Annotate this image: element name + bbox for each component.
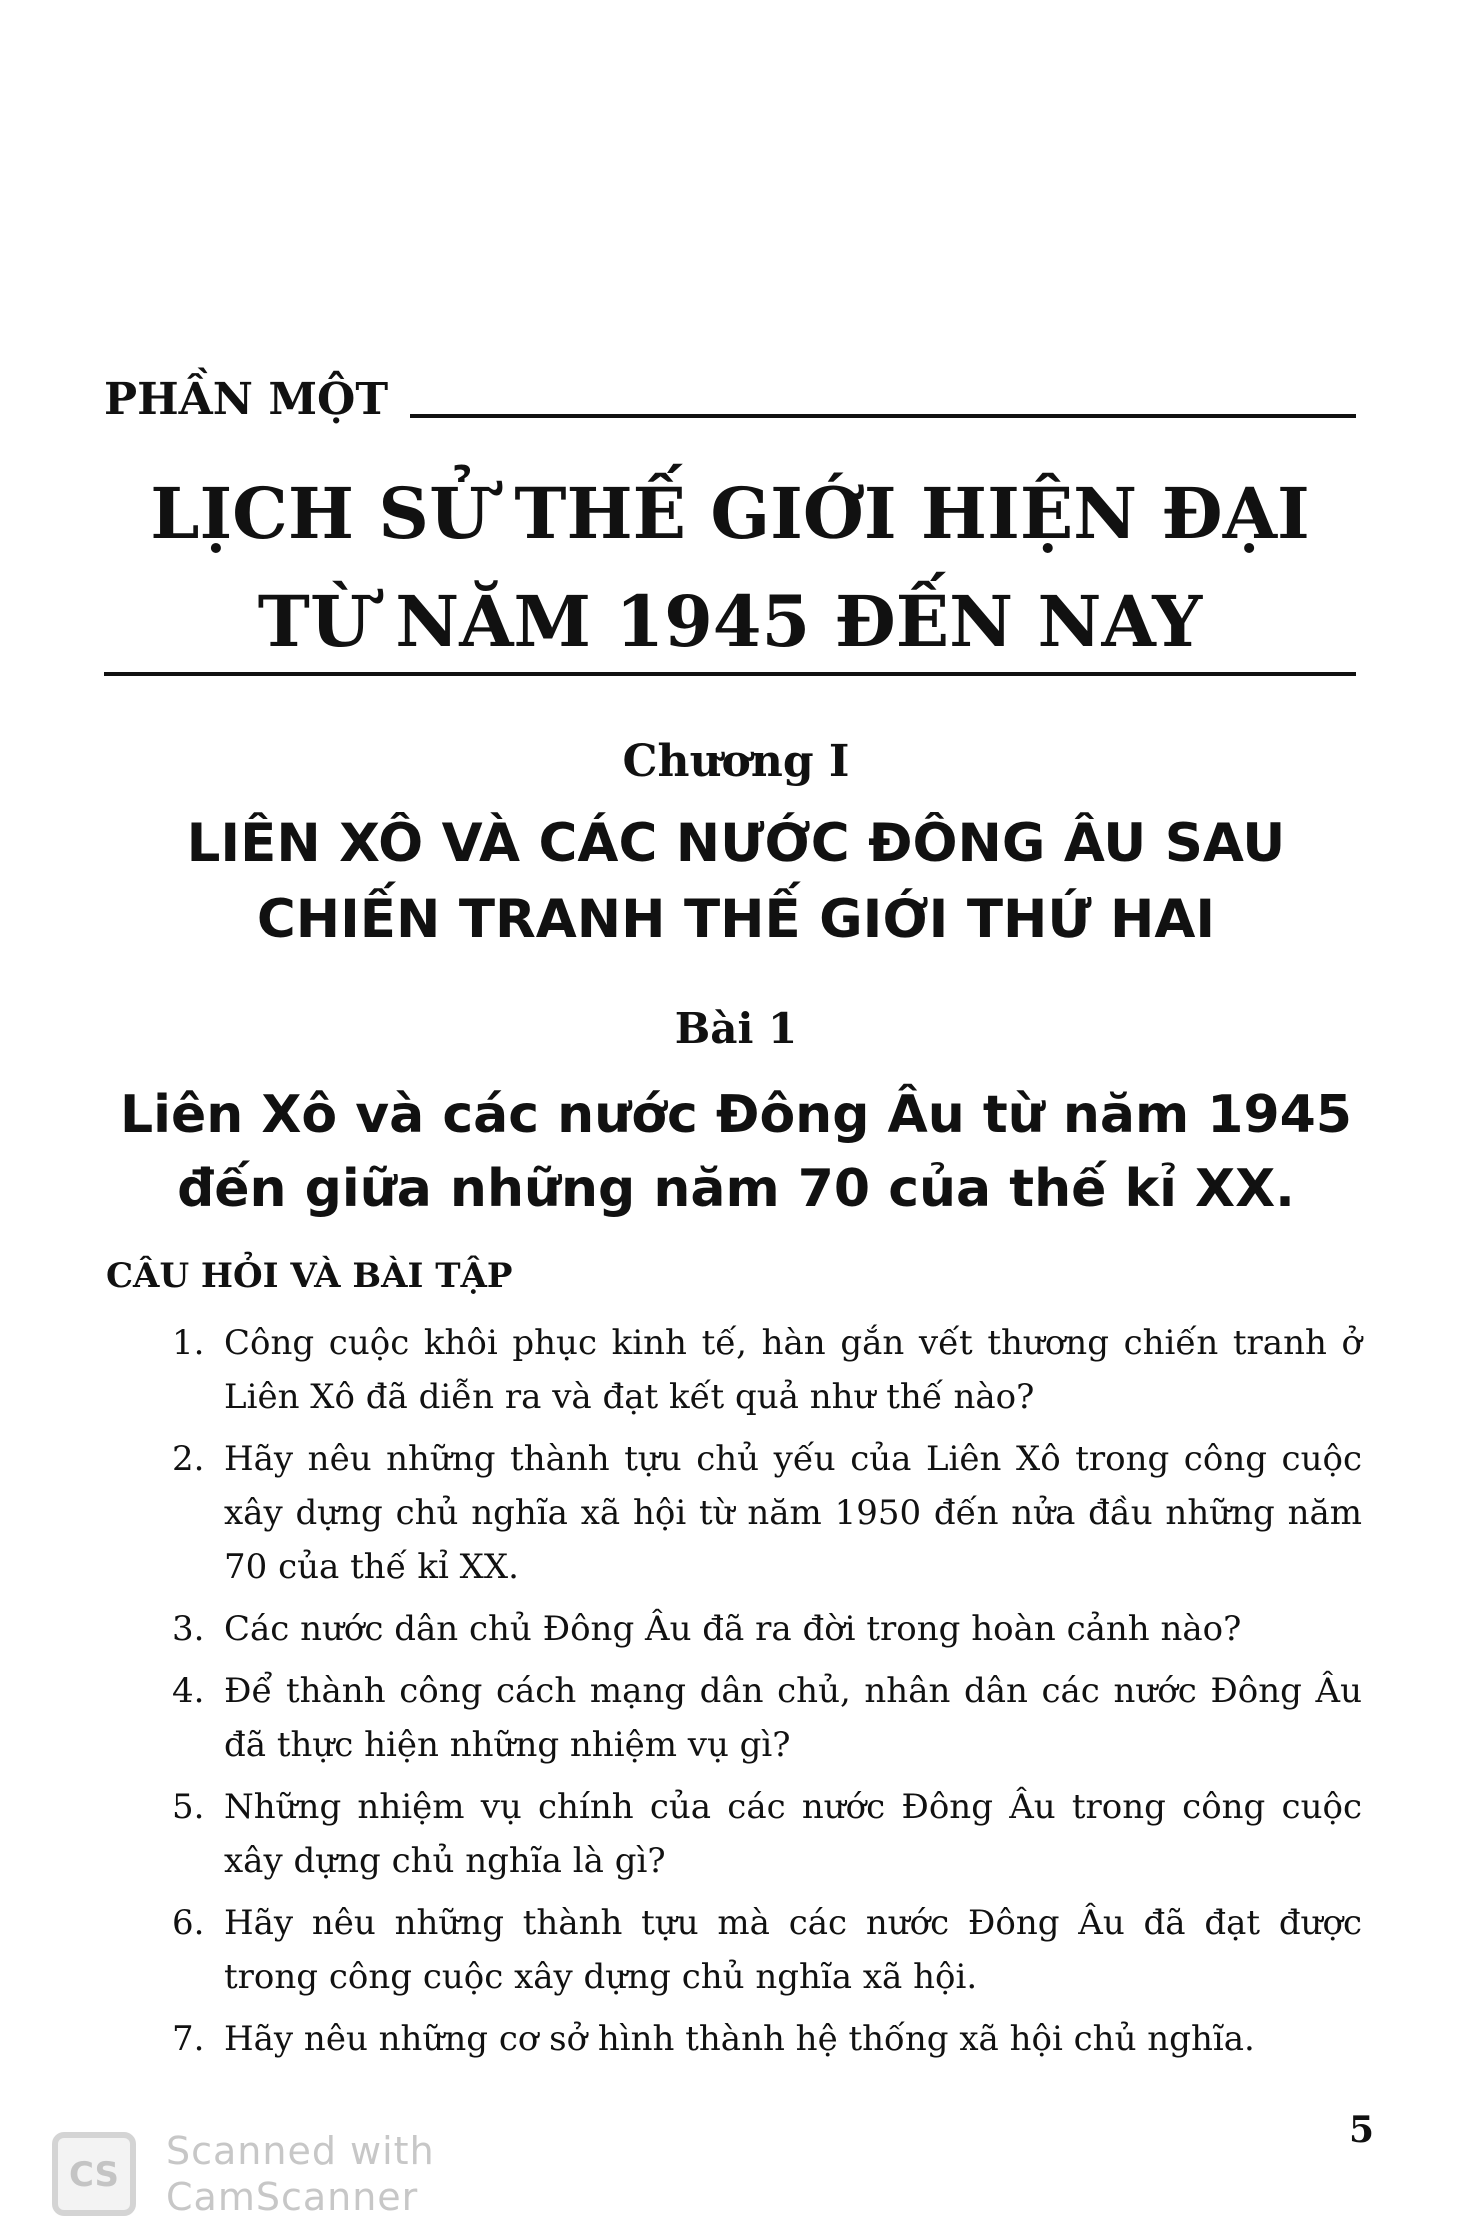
question-item	[172, 2012, 1362, 2066]
chapter-title-line: CHIẾN TRANH THẾ GIỚI THỨ HAI	[256, 889, 1216, 950]
question-text: Các nước dân chủ Đông Âu đã ra đời trong hoàn cảnh nào?	[224, 1609, 1242, 1649]
question-number: 3.	[172, 1609, 205, 1649]
question-text: Những nhiệm vụ chính của các nước Đông Âu trong công cuộc xây dựng chủ nghĩa là gì?	[224, 1787, 1362, 1881]
chapter-label: Chương I	[622, 736, 850, 787]
question-list	[172, 1316, 1362, 2074]
chapter-title	[0, 806, 1472, 958]
question-text: Công cuộc khôi phục kinh tế, hàn gắn vết thương chiến tranh ở Liên Xô đã diễn ra và đạt kết quả như thế nào?	[224, 1323, 1362, 1417]
page-number: 5	[1348, 2109, 1374, 2151]
logo-text: CS	[68, 2155, 120, 2195]
part-rule	[410, 414, 1356, 418]
camscanner-logo-icon	[52, 2132, 136, 2216]
question-item	[172, 1316, 1362, 1424]
question-item	[172, 1780, 1362, 1888]
part-heading	[104, 374, 1356, 425]
question-item	[172, 1602, 1362, 1656]
page-title	[104, 460, 1356, 676]
part-label: PHẦN MỘT	[104, 374, 389, 425]
watermark-text	[166, 2128, 435, 2220]
lesson-title-line: Liên Xô và các nước Đông Âu từ năm 1945	[119, 1085, 1352, 1145]
question-number: 4.	[172, 1671, 205, 1711]
camscanner-watermark	[52, 2128, 435, 2220]
question-number: 1.	[172, 1323, 205, 1363]
watermark-line: Scanned with	[166, 2129, 435, 2173]
lesson-label: Bài 1	[674, 1004, 798, 1053]
section-heading: CÂU HỎI VÀ BÀI TẬP	[106, 1256, 513, 1296]
lesson-title	[0, 1078, 1472, 1226]
question-text: Hãy nêu những thành tựu mà các nước Đông Âu đã đạt được trong công cuộc xây dựng chủ nghĩa xã hội.	[224, 1903, 1362, 1997]
question-number: 6.	[172, 1903, 205, 1943]
question-text: Hãy nêu những thành tựu chủ yếu của Liên Xô trong công cuộc xây dựng chủ nghĩa xã hội từ năm 1950 đến nửa đầu những năm 70 của thế kỉ XX.	[224, 1439, 1362, 1587]
title-divider	[104, 672, 1356, 676]
question-number: 2.	[172, 1439, 205, 1479]
chapter-title-line: LIÊN XÔ VÀ CÁC NƯỚC ĐÔNG ÂU SAU	[186, 813, 1286, 874]
question-number: 5.	[172, 1787, 205, 1827]
question-text: Để thành công cách mạng dân chủ, nhân dân các nước Đông Âu đã thực hiện những nhiệm vụ gì?	[224, 1671, 1362, 1765]
page-title-line: LỊCH SỬ THẾ GIỚI HIỆN ĐẠI	[150, 472, 1310, 555]
question-item	[172, 1432, 1362, 1594]
question-item	[172, 1896, 1362, 2004]
question-number: 7.	[172, 2019, 205, 2059]
question-item	[172, 1664, 1362, 1772]
watermark-line: CamScanner	[166, 2175, 419, 2219]
question-text: Hãy nêu những cơ sở hình thành hệ thống xã hội chủ nghĩa.	[224, 2019, 1255, 2059]
lesson-title-line: đến giữa những năm 70 của thế kỉ XX.	[177, 1159, 1295, 1219]
page-title-line: TỪ NĂM 1945 ĐẾN NAY	[257, 580, 1203, 663]
